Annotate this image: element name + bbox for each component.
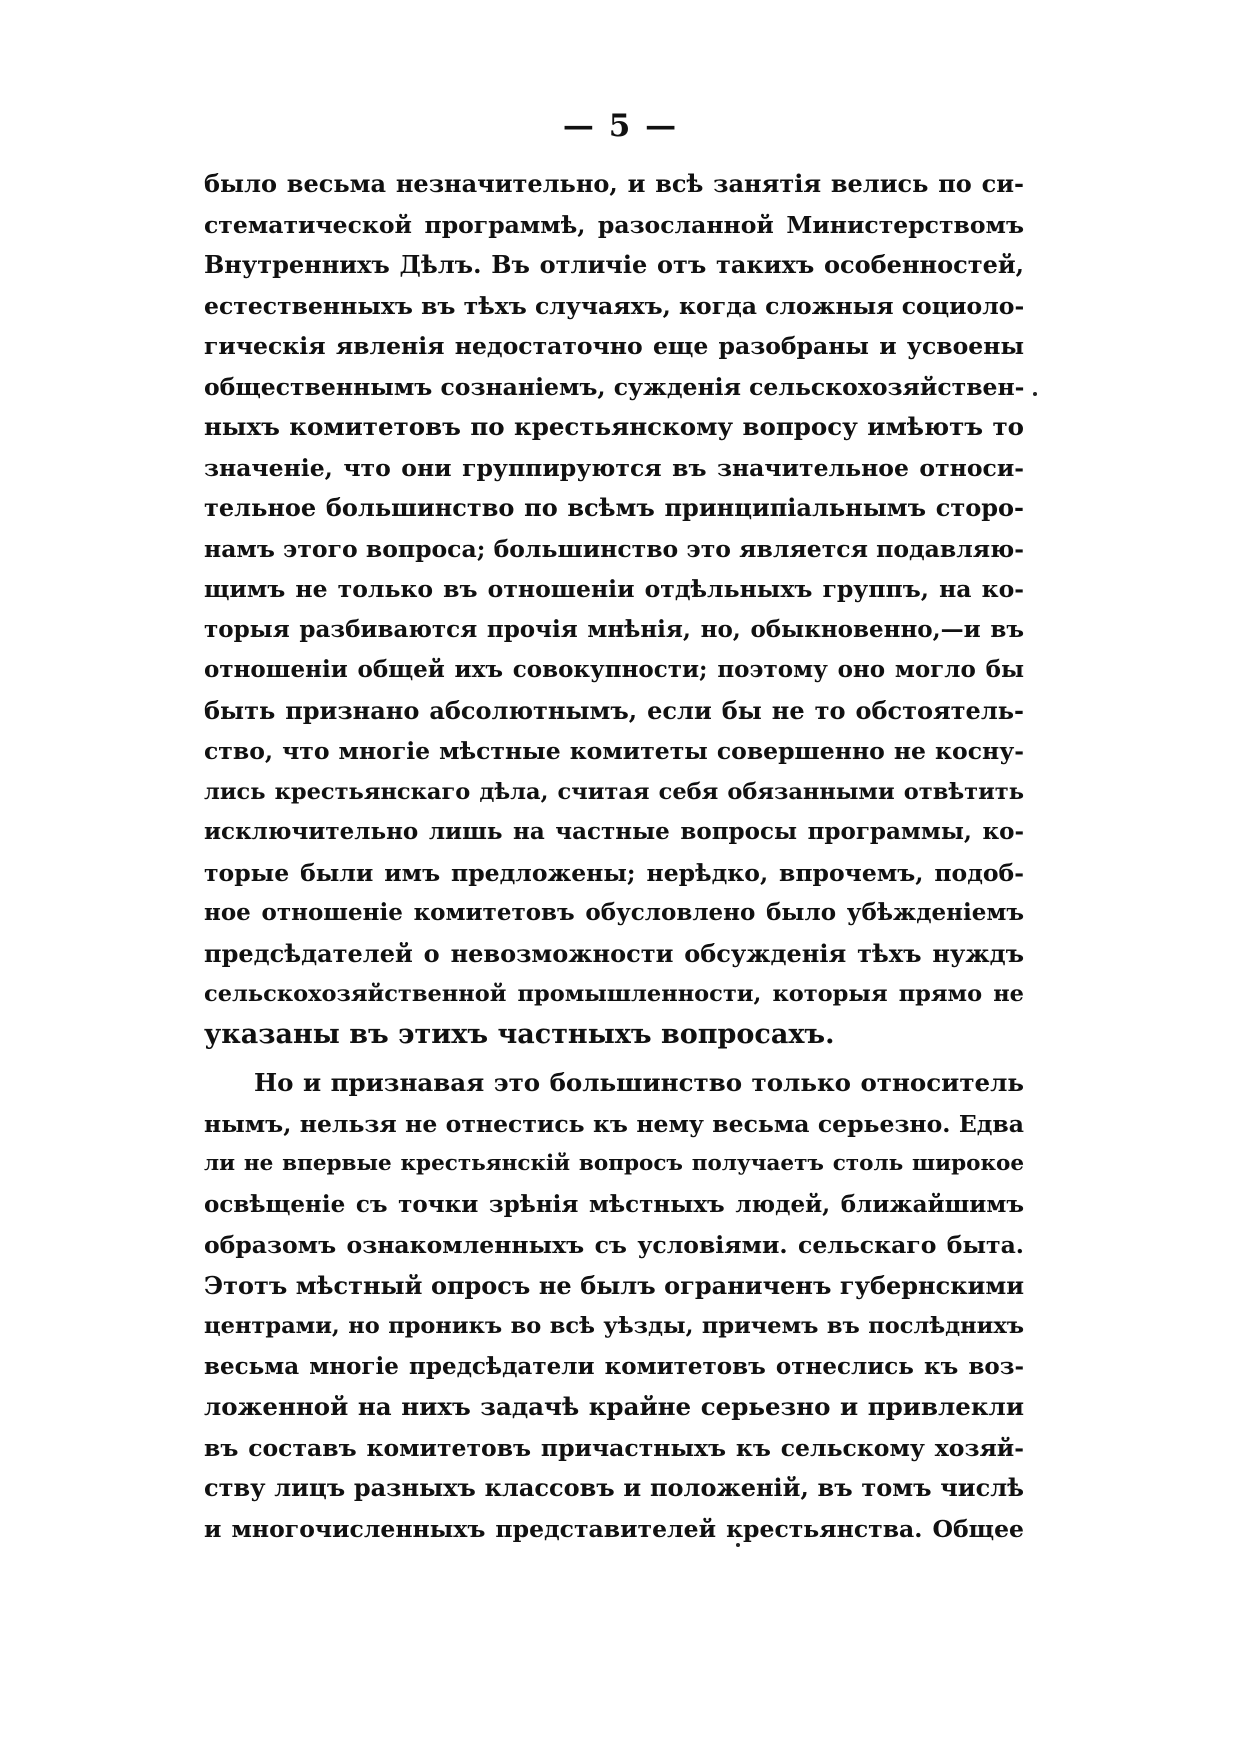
text-line: ныхъ комитетовъ по крестьянскому вопросу имѣютъ то [204, 412, 1024, 441]
text-line: нымъ, нельзя не отнестись къ нему весьма серьезно. Едва [204, 1109, 1024, 1138]
text-line: ное отношеніе комитетовъ обусловлено было убѣжденіемъ [204, 899, 1024, 926]
text-line: предсѣдателей о невозможности обсужденія тѣхъ нуждъ [204, 938, 1024, 968]
text-line: естественныхъ въ тѣхъ случаяхъ, когда сложныя социоло- [204, 291, 1025, 320]
text-line: намъ этого вопроса; большинство это является подавляю- [204, 534, 1024, 563]
text-line: весьма многіе предсѣдатели комитетовъ отнеслись къ воз- [204, 1352, 1024, 1380]
text-line: образомъ ознакомленныхъ съ условіями. сельскаго быта. [204, 1231, 1024, 1259]
text-line: щимъ не только въ отношеніи отдѣльныхъ группъ, на ко- [204, 575, 1024, 603]
text-line: Этотъ мѣстный опросъ не былъ ограниченъ губернскими [204, 1270, 1024, 1300]
text-line: отношеніи общей ихъ совокупности; поэтому оно могло бы [204, 656, 1024, 683]
text-line: ству лицъ разныхъ классовъ и положеній, въ томъ числѣ [204, 1473, 1024, 1502]
text-line: Внутреннихъ Дѣлъ. Въ отличіе отъ такихъ особенностей, [204, 250, 1024, 279]
text-line: тельное большинство по всѣмъ принципіальнымъ сторо- [204, 493, 1024, 522]
text-line: центрами, но проникъ во всѣ уѣзды, причемъ въ послѣднихъ [204, 1313, 1024, 1339]
text-line: ложенной на нихъ задачѣ крайне серьезно и привлекли [204, 1392, 1024, 1421]
text-line: указаны въ этихъ частныхъ вопросахъ. [204, 1018, 835, 1050]
text-line: исключительно лишь на частные вопросы программы, ко- [204, 818, 1024, 845]
body-text [204, 164, 1024, 1549]
text-line: торыя разбиваются прочія мнѣнія, но, обыкновенно,—и въ [204, 615, 1024, 643]
paragraph-gap [204, 1055, 1024, 1063]
text-line: освѣщеніе съ точки зрѣнія мѣстныхъ людей, ближайшимъ [204, 1190, 1024, 1218]
text-line: и многочисленныхъ представителей крестьянства. Общее [204, 1514, 1024, 1543]
ink-speck [1033, 392, 1037, 396]
text-line: ли не впервые крестьянскій вопросъ получаетъ столь широкое [204, 1151, 1024, 1176]
text-line: общественнымъ сознаніемъ, сужденія сельскохозяйствен- [204, 372, 1025, 401]
page-number: — 5 — [562, 108, 679, 144]
text-line: лись крестьянскаго дѣла, считая себя обязанными отвѣтить [204, 778, 1024, 805]
text-line: стематической программѣ, разосланной Министерствомъ [204, 210, 1024, 239]
text-line: торые были имъ предложены; нерѣдко, впрочемъ, подоб- [204, 858, 1024, 887]
text-line: гическія явленія недостаточно еще разобраны и усвоены [204, 332, 1024, 360]
text-line: быть признано абсолютнымъ, если бы не то обстоятель- [204, 695, 1024, 725]
text-line: значеніе, что они группируются въ значительное относи- [204, 453, 1024, 482]
text-line: Но и признавая это большинство только относитель [254, 1068, 1024, 1097]
text-line: было весьма незначительно, и всѣ занятія велись по си- [204, 169, 1024, 198]
ink-speck [736, 1543, 740, 1547]
text-line: сельскохозяйственной промышленности, которыя прямо не [204, 981, 1024, 1007]
text-line: ство, что многіе мѣстные комитеты совершенно не косну- [204, 737, 1024, 765]
text-line: въ составъ комитетовъ причастныхъ къ сельскому хозяй- [204, 1433, 1024, 1462]
